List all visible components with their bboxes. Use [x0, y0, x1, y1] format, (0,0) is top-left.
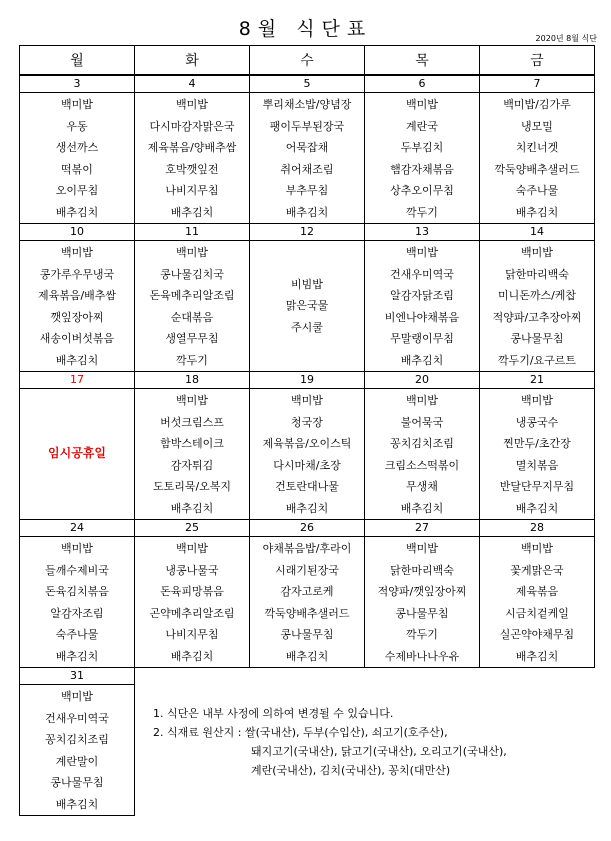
date-cell: 3: [20, 75, 135, 93]
menu-item: 생선까스: [55, 141, 99, 154]
menu-item: 깍두기/요구르트: [497, 353, 577, 367]
menu-item: 배추김치: [400, 353, 444, 367]
menu-item: 비빔밥: [291, 277, 323, 291]
menu-item: 수제바나나우유: [384, 649, 460, 663]
menu-item: 닭한마리백숙: [390, 563, 454, 577]
note-line3: 돼지고기(국내산), 닭고기(국내산), 오리고기(국내산),: [251, 744, 507, 758]
menu-item: 버섯크림스프: [160, 415, 224, 429]
weekday-mon: 월: [20, 46, 135, 76]
menu-item: 감자고로케: [280, 585, 334, 598]
menu-cell: [480, 93, 595, 224]
date-cell: 31: [20, 668, 135, 685]
menu-item: 닭한마리백숙: [505, 267, 569, 281]
menu-item: 백미밥: [176, 98, 208, 111]
menu-item: 제육볶음: [515, 585, 559, 598]
menu-item: 어묵잡채: [285, 141, 329, 154]
menu-item: 뿌리채소밥/양념장: [262, 98, 352, 111]
menu-item: 곤약메추리알조림: [149, 606, 235, 620]
menu-row: [20, 389, 595, 520]
menu-item: 건새우미역국: [45, 711, 109, 725]
menu-item: 다시마채/초장: [273, 458, 341, 472]
menu-item: 건새우미역국: [390, 267, 454, 281]
date-cell: 5: [250, 75, 365, 93]
menu-item: 감자튀김: [170, 458, 214, 472]
menu-cell: [135, 389, 250, 520]
menu-item: 무생채: [406, 480, 438, 493]
menu-item: 꽁치김치조림: [390, 437, 454, 450]
date-cell: 17: [20, 372, 135, 389]
note-line2: 2. 식재료 원산지 : 쌀(국내산), 두부(수입산), 쇠고기(호주산),: [153, 725, 448, 739]
date-cell: 19: [250, 372, 365, 389]
menu-item: 나비지무침: [165, 628, 219, 641]
menu-item: 깻잎장아찌: [50, 310, 104, 324]
weekday-header-row: [20, 46, 595, 76]
menu-cell: [250, 537, 365, 668]
page-title: 8월 식단표: [238, 18, 373, 40]
menu-item: 백미밥: [406, 246, 438, 259]
date-cell: 18: [135, 372, 250, 389]
menu-item: 백미밥: [521, 394, 553, 407]
menu-item: 배추김치: [285, 649, 329, 663]
menu-item: 백미밥/김가루: [503, 98, 571, 111]
notes-cell: [135, 668, 595, 816]
menu-item: 시래기된장국: [275, 563, 339, 577]
menu-item: 적양파/깻잎장아찌: [377, 585, 467, 598]
menu-item: 백미밥: [406, 542, 438, 555]
menu-item: 건토란대나물: [275, 480, 339, 493]
menu-item: 실곤약야채무침: [499, 628, 575, 641]
date-cell: 25: [135, 520, 250, 537]
date-cell: 6: [365, 75, 480, 93]
menu-item: 다시마감자맑은국: [149, 119, 235, 133]
menu-item: 생열무무침: [165, 332, 219, 345]
menu-cell: [250, 241, 365, 372]
menu-item: 야채볶음밥/후라이: [262, 542, 352, 555]
menu-cell: [20, 389, 135, 520]
weekday-wed: 수: [250, 46, 365, 76]
menu-item: 배추김치: [55, 353, 99, 367]
menu-cell: [365, 389, 480, 520]
menu-cell: [480, 537, 595, 668]
menu-item: 배추김치: [170, 649, 214, 663]
menu-item: 부추무침: [285, 184, 329, 197]
menu-item: 돈육메추리알조림: [149, 289, 235, 302]
date-cell: 10: [20, 224, 135, 241]
menu-cell: [135, 241, 250, 372]
menu-row: [20, 93, 595, 224]
date-row: [20, 668, 595, 685]
menu-item: 숙주나물: [515, 184, 559, 197]
menu-item: 순대볶음: [170, 310, 214, 324]
menu-item: 비엔나야채볶음: [384, 310, 460, 324]
menu-item: 도토리묵/오복지: [152, 480, 232, 493]
menu-item: 깍둑양배추샐러드: [494, 162, 580, 176]
menu-row: [20, 537, 595, 668]
menu-item: 불어묵국: [400, 415, 444, 429]
menu-item: 숙주나물: [55, 628, 99, 641]
menu-item: 적양파/고추장아찌: [492, 310, 582, 324]
menu-cell: [135, 93, 250, 224]
menu-item: 백미밥: [61, 98, 93, 111]
menu-cell: [250, 389, 365, 520]
menu-item: 떡볶이: [61, 162, 93, 176]
date-row: [20, 372, 595, 389]
menu-cell: [20, 241, 135, 372]
menu-item: 무말랭이무침: [390, 332, 454, 345]
weekday-tue: 화: [135, 46, 250, 76]
note-line1: 1. 식단은 내부 사정에 의하여 변경될 수 있습니다.: [153, 706, 394, 720]
menu-item: 백미밥: [521, 542, 553, 555]
menu-item: 깍두기: [406, 628, 438, 641]
menu-item: 콩나물무침: [395, 606, 449, 620]
menu-table: [19, 45, 595, 816]
menu-item: 백미밥: [406, 394, 438, 407]
menu-item: 우동: [66, 119, 88, 133]
date-cell: 24: [20, 520, 135, 537]
menu-item: 취어채조림: [280, 162, 334, 176]
menu-item: 백미밥: [61, 542, 93, 555]
menu-item: 백미밥: [521, 246, 553, 259]
menu-item: 백미밥: [406, 98, 438, 111]
date-cell: 20: [365, 372, 480, 389]
menu-cell: [365, 537, 480, 668]
date-row: [20, 75, 595, 93]
menu-item: 배추김치: [55, 797, 99, 811]
menu-item: 백미밥: [291, 394, 323, 407]
menu-cell: [365, 93, 480, 224]
menu-cell: [480, 241, 595, 372]
menu-item: 시금치겉케일: [505, 606, 569, 620]
menu-item: 주시쿨: [291, 320, 323, 334]
date-cell: 27: [365, 520, 480, 537]
menu-item: 콩가루우무냉국: [39, 267, 115, 281]
menu-cell: [250, 93, 365, 224]
menu-item: 콩나물무침: [50, 776, 104, 789]
menu-item: 함박스테이크: [160, 437, 224, 450]
date-cell: 14: [480, 224, 595, 241]
menu-item: 배추김치: [400, 501, 444, 515]
menu-cell: [480, 389, 595, 520]
menu-item: 배추김치: [515, 649, 559, 663]
menu-item: 콩나물무침: [510, 332, 564, 345]
menu-item: 계란말이: [55, 754, 99, 768]
menu-item: 배추김치: [515, 501, 559, 515]
menu-item: 백미밥: [61, 690, 93, 703]
menu-item: 두부김치: [400, 141, 444, 154]
menu-item: 냉모밀: [521, 119, 553, 133]
menu-item: 새송이버섯볶음: [39, 332, 115, 345]
menu-item: 배추김치: [55, 649, 99, 663]
date-row: [20, 520, 595, 537]
menu-item: 깍두기: [406, 205, 438, 219]
menu-item: 배추김치: [170, 205, 214, 219]
menu-item: 오이무침: [55, 184, 99, 197]
menu-item: 냉콩나물국: [165, 563, 219, 577]
menu-cell: [365, 241, 480, 372]
menu-row: [20, 241, 595, 372]
menu-item: 제육볶음/오이스틱: [262, 437, 352, 450]
menu-cell: [135, 537, 250, 668]
menu-item: 들깨수제비국: [45, 563, 109, 577]
menu-item: 백미밥: [61, 246, 93, 259]
menu-item: 콩나물김치국: [160, 267, 224, 281]
note-line4: 계란(국내산), 김치(국내산), 꽁치(대만산): [251, 763, 451, 777]
menu-cell: [20, 685, 135, 816]
menu-item: 배추김치: [285, 205, 329, 219]
menu-item: 배추김치: [515, 205, 559, 219]
date-cell: 4: [135, 75, 250, 93]
menu-item: 미니돈까스/케찹: [497, 289, 577, 302]
menu-item: 돈육피망볶음: [160, 585, 224, 598]
menu-item: 꽁치김치조림: [45, 733, 109, 746]
date-cell: 11: [135, 224, 250, 241]
menu-item: 맑은국물: [285, 299, 329, 313]
menu-item: 계란국: [406, 119, 438, 133]
menu-item: 반달단무지무침: [499, 480, 575, 493]
menu-item: 청국장: [291, 415, 323, 429]
date-cell: 13: [365, 224, 480, 241]
menu-item: 상추오이무침: [390, 184, 454, 197]
menu-item: 깍두기: [176, 353, 208, 367]
menu-item: 찐만두/초간장: [503, 437, 571, 450]
menu-item: 돈육김치볶음: [45, 585, 109, 598]
menu-item: 알감자닭조림: [390, 289, 454, 302]
menu-item: 백미밥: [176, 542, 208, 555]
menu-cell: [20, 537, 135, 668]
weekday-fri: 금: [480, 46, 595, 76]
date-cell: 12: [250, 224, 365, 241]
menu-item: 백미밥: [176, 246, 208, 259]
date-note: 2020년 8월 식단: [535, 34, 597, 43]
menu-item: 배추김치: [55, 205, 99, 219]
menu-item: 제육볶음/양배추쌈: [147, 141, 237, 154]
menu-item: 크림소스떡볶이: [384, 458, 460, 472]
menu-item: 호박깻잎전: [165, 162, 219, 176]
menu-item: 백미밥: [176, 394, 208, 407]
menu-item: 배추김치: [170, 501, 214, 515]
date-row: [20, 224, 595, 241]
holiday-label: 임시공휴일: [48, 446, 106, 461]
menu-item: 콩나물무침: [280, 628, 334, 641]
date-cell: 21: [480, 372, 595, 389]
menu-item: 팽이두부된장국: [269, 119, 345, 133]
menu-item: 꽃게맑은국: [510, 563, 564, 577]
menu-item: 제육볶음/배추쌈: [37, 289, 117, 302]
menu-item: 배추김치: [285, 501, 329, 515]
date-cell: 7: [480, 75, 595, 93]
menu-item: 햄감자채볶음: [390, 162, 454, 176]
menu-item: 알감자조림: [50, 606, 104, 620]
menu-item: 깍둑양배추샐러드: [264, 606, 350, 620]
menu-item: 멸치볶음: [515, 458, 559, 472]
date-cell: 26: [250, 520, 365, 537]
menu-cell: [20, 93, 135, 224]
weekday-thu: 목: [365, 46, 480, 76]
menu-item: 냉콩국수: [515, 415, 559, 429]
date-cell: 28: [480, 520, 595, 537]
menu-item: 나비지무침: [165, 184, 219, 197]
menu-item: 치킨너겟: [515, 141, 559, 154]
